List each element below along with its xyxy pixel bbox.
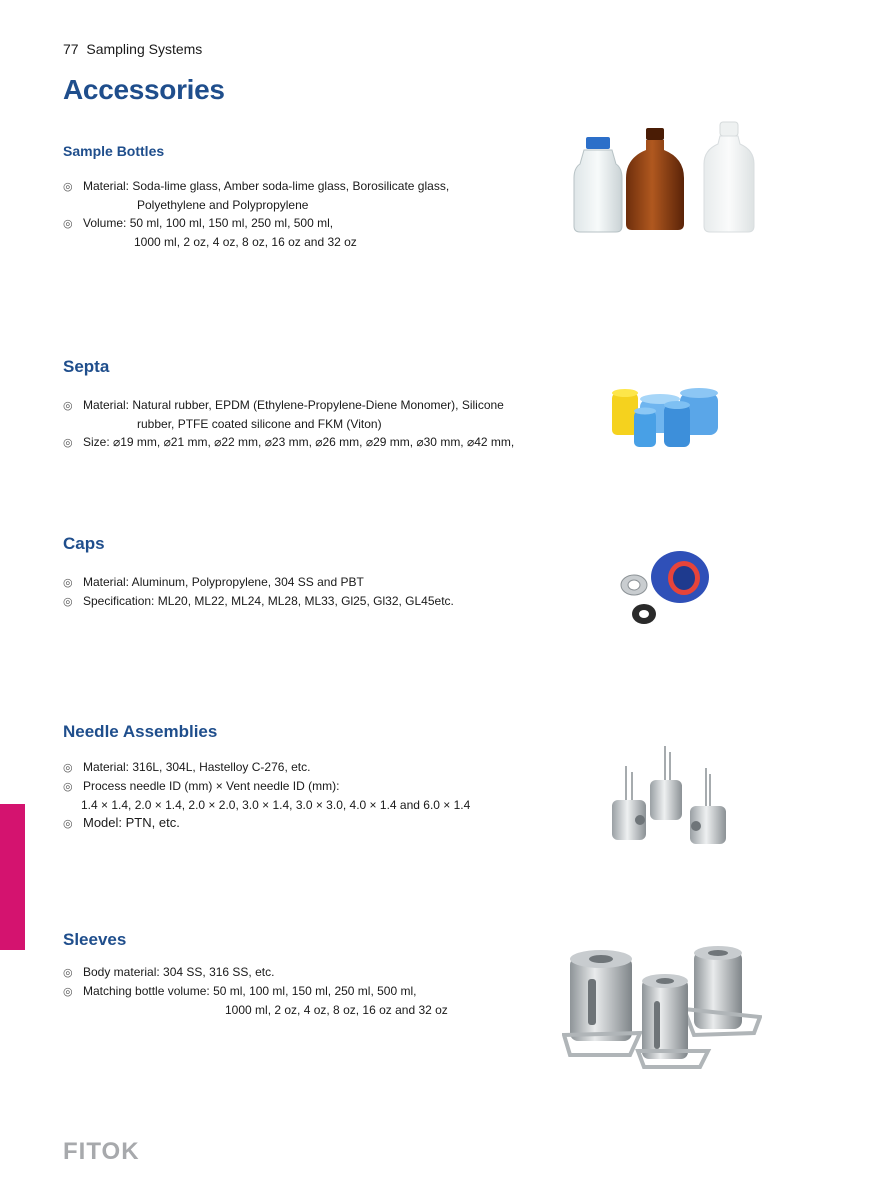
caps-image — [618, 548, 718, 628]
bullet-item — [63, 777, 470, 814]
section-title-septa: Septa — [63, 357, 110, 376]
septa-image — [610, 385, 722, 451]
bullet-icon: ◎ — [63, 986, 73, 998]
bullet-text-continued: 1.4 × 1.4, 2.0 × 1.4, 2.0 × 2.0, 3.0 × 1.4, 3.0 × 3.0, 4.0 × 1.4 and 6.0 × 1.4 — [81, 798, 471, 812]
bullet-icon: ◎ — [63, 762, 73, 774]
bullet-icon: ◎ — [63, 781, 73, 793]
bullet-item — [63, 982, 448, 1019]
bullet-text: Material: Soda-lime glass, Amber soda-lime glass, Borosilicate glass, — [83, 179, 450, 193]
sample-bottles-image — [572, 120, 762, 235]
bullet-text: Specification: ML20, ML22, ML24, ML28, ML33, Gl25, Gl32, GL45etc. — [83, 594, 454, 608]
bullet-text: Process needle ID (mm) × Vent needle ID (mm): — [83, 779, 340, 793]
page-header — [63, 41, 202, 57]
bullet-text: Material: Aluminum, Polypropylene, 304 SS and PBT — [83, 575, 364, 589]
bullet-item — [63, 177, 449, 214]
sleeves-image — [562, 945, 762, 1073]
bullet-text: Material: Natural rubber, EPDM (Ethylene-Propylene-Diene Monomer), Silicone — [83, 398, 504, 412]
needle-assemblies-specs — [63, 758, 470, 833]
bullet-item — [63, 433, 514, 452]
bullet-icon: ◎ — [63, 967, 73, 979]
bullet-icon: ◎ — [63, 181, 73, 193]
bullet-item — [63, 573, 454, 592]
page-number: 77 — [63, 41, 79, 57]
bullet-icon: ◎ — [63, 818, 73, 830]
bullet-text: Size: ⌀19 mm, ⌀21 mm, ⌀22 mm, ⌀23 mm, ⌀26 mm, ⌀29 mm, ⌀30 mm, ⌀42 mm, — [83, 435, 515, 449]
bullet-text: Model: PTN, etc. — [83, 815, 180, 830]
bullet-item — [63, 963, 448, 982]
page-title: Accessories — [63, 74, 225, 105]
bullet-text: Matching bottle volume: 50 ml, 100 ml, 150 ml, 250 ml, 500 ml, — [83, 984, 417, 998]
sleeves-specs — [63, 963, 448, 1019]
section-title-sample-bottles: Sample Bottles — [63, 143, 165, 159]
section-title-needle-assemblies: Needle Assemblies — [63, 722, 218, 741]
section-title-caps: Caps — [63, 534, 105, 553]
bullet-icon: ◎ — [63, 577, 73, 589]
bullet-text-continued: 1000 ml, 2 oz, 4 oz, 8 oz, 16 oz and 32 oz — [134, 235, 357, 249]
bullet-text: Material: 316L, 304L, Hastelloy C-276, etc. — [83, 760, 311, 774]
bullet-text: Body material: 304 SS, 316 SS, etc. — [83, 965, 275, 979]
bullet-text-continued: rubber, PTFE coated silicone and FKM (Viton) — [137, 417, 382, 431]
bullet-item — [63, 814, 470, 833]
caps-specs — [63, 573, 454, 611]
bullet-item — [63, 592, 454, 611]
bullet-text: Volume: 50 ml, 100 ml, 150 ml, 250 ml, 500 ml, — [83, 216, 334, 230]
septa-specs — [63, 396, 514, 452]
bullet-item — [63, 758, 470, 777]
bullet-icon: ◎ — [63, 437, 73, 449]
bullet-text-continued: Polyethylene and Polypropylene — [137, 198, 309, 212]
sample-bottles-specs — [63, 177, 449, 251]
bullet-text-continued: 1000 ml, 2 oz, 4 oz, 8 oz, 16 oz and 32 oz — [225, 1003, 448, 1017]
bullet-icon: ◎ — [63, 400, 73, 412]
bullet-item — [63, 396, 514, 433]
needle-assemblies-image — [610, 742, 738, 850]
section-title-sleeves: Sleeves — [63, 930, 127, 949]
bullet-icon: ◎ — [63, 218, 73, 230]
bullet-icon: ◎ — [63, 596, 73, 608]
bullet-item — [63, 214, 449, 251]
side-tab — [0, 804, 25, 950]
fitok-logo: FITOK — [63, 1138, 140, 1165]
section-name: Sampling Systems — [86, 41, 203, 57]
